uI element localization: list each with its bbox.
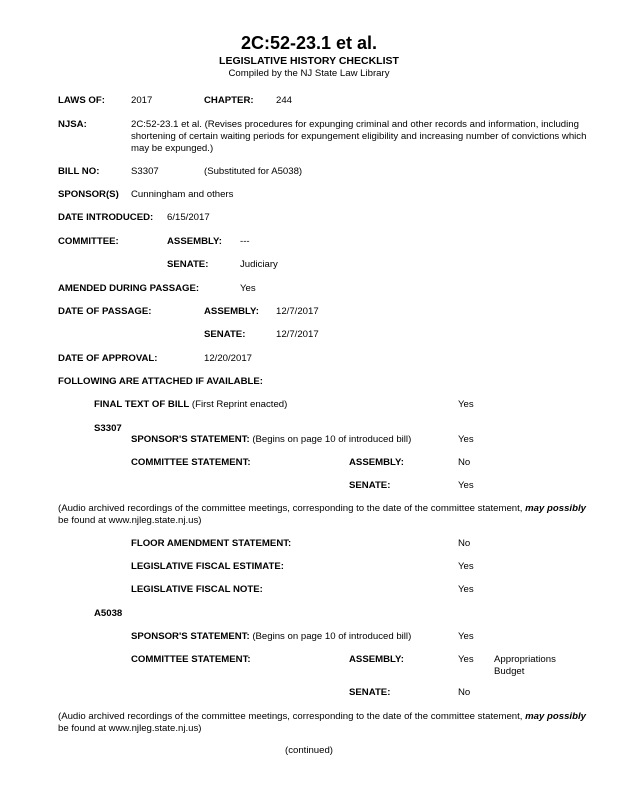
chapter-label: CHAPTER: xyxy=(204,95,254,106)
date-introduced-label: DATE INTRODUCED: xyxy=(58,212,154,223)
page-subtitle: LEGISLATIVE HISTORY CHECKLIST xyxy=(219,55,399,67)
final-text-label: FINAL TEXT OF BILL xyxy=(94,399,190,410)
s3307-sponsor-label: SPONSOR'S STATEMENT: xyxy=(131,434,250,445)
s3307-assembly-label: ASSEMBLY: xyxy=(349,457,404,468)
njsa-line-1: 2C:52-23.1 et al. (Revises procedures for expunging criminal and other records and information, including xyxy=(131,119,579,130)
date-introduced-value: 6/15/2017 xyxy=(167,212,210,223)
committee-assembly-label: ASSEMBLY: xyxy=(167,236,222,247)
a5038-assembly-label: ASSEMBLY: xyxy=(349,654,404,665)
s3307-assembly-value: No xyxy=(458,457,471,468)
passage-senate-label: SENATE: xyxy=(204,329,246,340)
audio-note-1-emphasis: may possibly xyxy=(525,503,586,514)
audio-note-2-line-2: be found at www.njleg.state.nj.us) xyxy=(58,723,202,734)
bill-no-label: BILL NO: xyxy=(58,166,100,177)
committee-senate-label: SENATE: xyxy=(167,259,209,270)
continued-footer: (continued) xyxy=(285,745,333,756)
a5038-sponsor-value: Yes xyxy=(458,631,474,642)
committee-label: COMMITTEE: xyxy=(58,236,119,247)
audio-note-2-line-1 xyxy=(58,711,586,723)
s3307-sponsor-note: (Begins on page 10 of introduced bill) xyxy=(252,434,412,445)
a5038-senate-value: No xyxy=(458,687,471,698)
compiled-by: Compiled by the NJ State Law Library xyxy=(228,68,390,79)
s3307-sponsor-value: Yes xyxy=(458,434,474,445)
bill-no-note: (Substituted for A5038) xyxy=(204,166,303,177)
floor-amendment-value: No xyxy=(458,538,471,549)
a5038-sponsor-note: (Begins on page 10 of introduced bill) xyxy=(252,631,412,642)
final-text-value: Yes xyxy=(458,399,474,410)
chapter-value: 244 xyxy=(276,95,293,106)
passage-assembly-label: ASSEMBLY: xyxy=(204,306,259,317)
page-title: 2C:52-23.1 et al. xyxy=(240,33,378,53)
njsa-label: NJSA: xyxy=(58,119,87,130)
audio-note-1-text: (Audio archived recordings of the committee meetings, corresponding to the date of the committee statement, xyxy=(58,503,523,514)
njsa-line-2: shortening of certain waiting periods for expungement eligibility and increasing number of convictions which xyxy=(131,131,587,142)
committee-assembly-value: --- xyxy=(240,236,250,247)
a5038-assembly-value: Yes xyxy=(458,654,474,665)
approval-label: DATE OF APPROVAL: xyxy=(58,353,158,364)
audio-note-1-line-2: be found at www.njleg.state.nj.us) xyxy=(58,515,202,526)
amended-label: AMENDED DURING PASSAGE: xyxy=(58,283,200,294)
s3307-sponsor-row xyxy=(131,434,411,446)
bill-no-value: S3307 xyxy=(131,166,159,177)
a5038-sponsor-label: SPONSOR'S STATEMENT: xyxy=(131,631,250,642)
floor-amendment-label: FLOOR AMENDMENT STATEMENT: xyxy=(131,538,292,549)
passage-label: DATE OF PASSAGE: xyxy=(58,306,152,317)
attached-heading: FOLLOWING ARE ATTACHED IF AVAILABLE: xyxy=(58,376,263,387)
committee-senate-value: Judiciary xyxy=(240,259,278,270)
a5038-committee-label: COMMITTEE STATEMENT: xyxy=(131,654,251,665)
audio-note-2-emphasis: may possibly xyxy=(525,711,586,722)
fiscal-note-label: LEGISLATIVE FISCAL NOTE: xyxy=(131,584,263,595)
s3307-heading: S3307 xyxy=(94,423,122,434)
njsa-line-3: may be expunged.) xyxy=(131,143,214,154)
sponsors-label: SPONSOR(S) xyxy=(58,189,119,200)
audio-note-1-line-1 xyxy=(58,503,586,515)
a5038-sponsor-row xyxy=(131,631,411,643)
final-text-row xyxy=(94,399,287,411)
s3307-senate-label: SENATE: xyxy=(349,480,391,491)
s3307-senate-value: Yes xyxy=(458,480,474,491)
a5038-heading: A5038 xyxy=(94,608,123,619)
audio-note-2-text: (Audio archived recordings of the committee meetings, corresponding to the date of the committee statement, xyxy=(58,711,523,722)
fiscal-note-value: Yes xyxy=(458,584,474,595)
a5038-senate-label: SENATE: xyxy=(349,687,391,698)
fiscal-estimate-label: LEGISLATIVE FISCAL ESTIMATE: xyxy=(131,561,284,572)
passage-senate-value: 12/7/2017 xyxy=(276,329,319,340)
laws-of-label: LAWS OF: xyxy=(58,95,105,106)
s3307-committee-label: COMMITTEE STATEMENT: xyxy=(131,457,251,468)
sponsors-value: Cunningham and others xyxy=(131,189,234,200)
approval-value: 12/20/2017 xyxy=(204,353,253,364)
amended-value: Yes xyxy=(240,283,256,294)
laws-of-value: 2017 xyxy=(131,95,153,106)
final-text-note: (First Reprint enacted) xyxy=(191,399,288,410)
a5038-committee-2: Budget xyxy=(494,666,525,677)
a5038-committee-1: Appropriations xyxy=(494,654,556,665)
fiscal-estimate-value: Yes xyxy=(458,561,474,572)
passage-assembly-value: 12/7/2017 xyxy=(276,306,319,317)
